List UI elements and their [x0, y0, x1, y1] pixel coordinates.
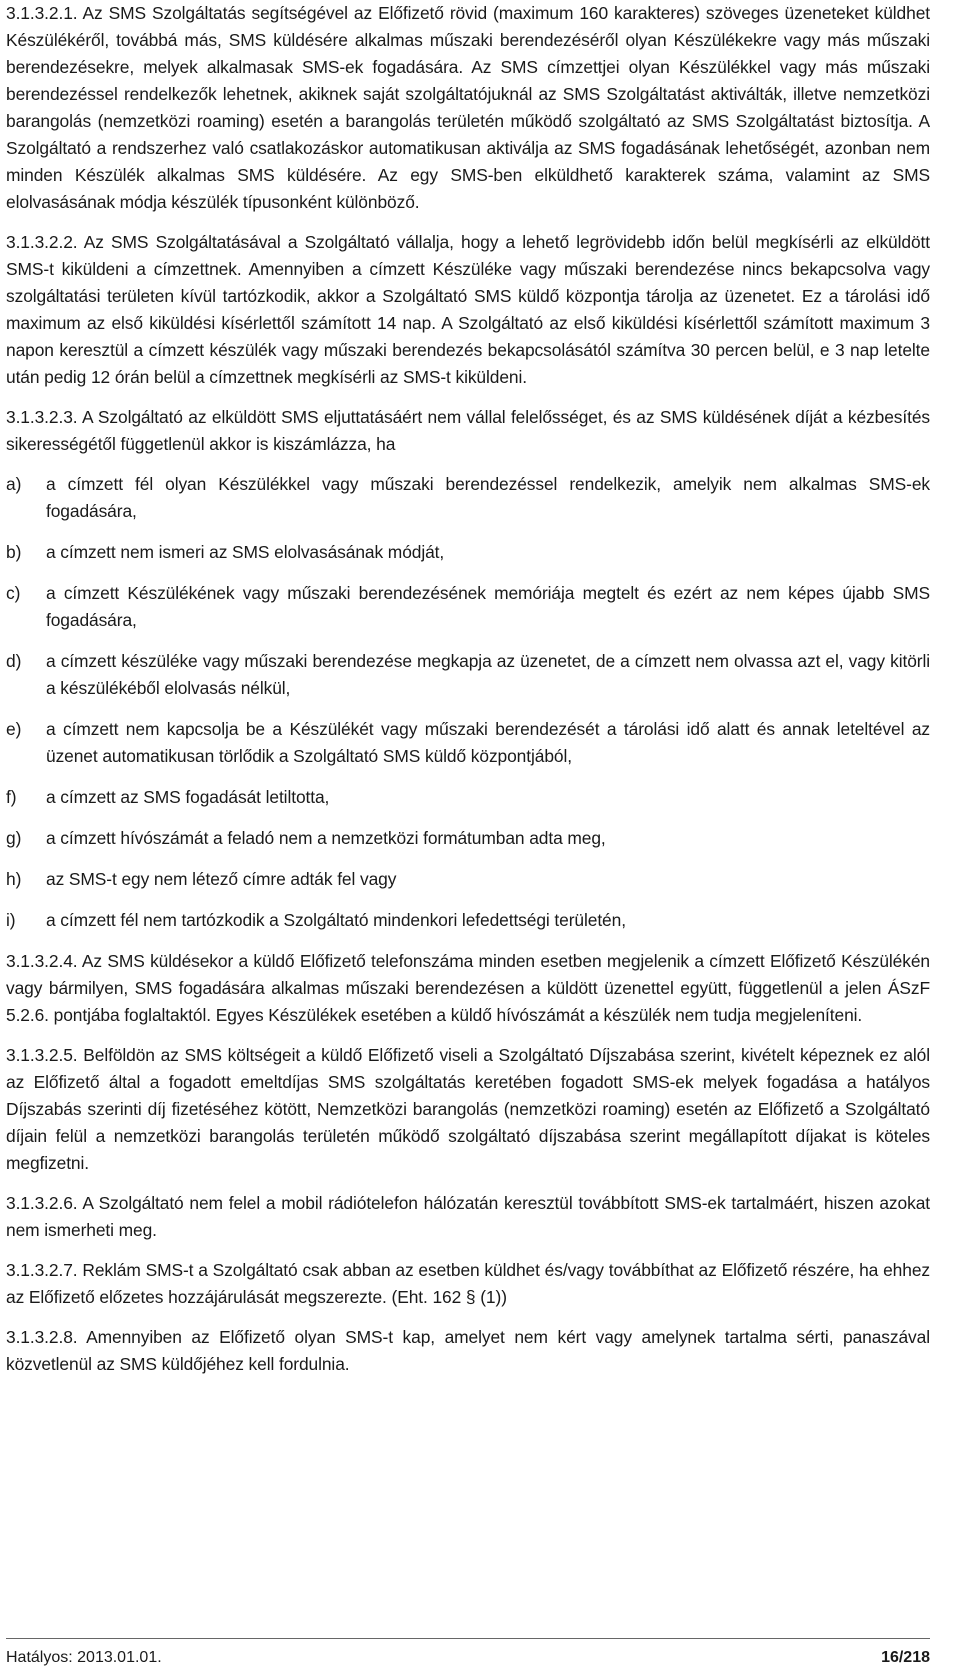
paragraph-3-1-3-2-5: 3.1.3.2.5. Belföldön az SMS költségeit a küldő Előfizető viseli a Szolgáltató Díjszabása szerint, kivételt képeznek ez alól az Előfizető által a fogadott emeltdíjas SMS szolgáltatás keretében fogadott SMS-ek melyek fogadása a hatályos Díjszabás szerinti díj fizetéséhez kötött, Nemzetközi barangolás (nemzetközi roaming) esetén az Előfizető a Szolgáltató díjain felül a nemzetközi barangolás területén működő szolgáltató díjszabása szerint megállapított díjakat is köteles megfizetni.: [6, 1045, 930, 1173]
condition-list: [6, 471, 930, 934]
footer-divider: [6, 1638, 930, 1639]
list-item: [6, 866, 930, 893]
list-item: [6, 539, 930, 566]
list-item: [6, 471, 930, 525]
list-item-label: d): [6, 651, 22, 671]
list-item-text: a címzett hívószámát a feladó nem a nemzetközi formátumban adta meg,: [46, 828, 606, 848]
list-item-label: i): [6, 910, 16, 930]
paragraph-3-1-3-2-4: 3.1.3.2.4. Az SMS küldésekor a küldő Előfizető telefonszáma minden esetben megjelenik a címzett Előfizető Készülékén vagy bármilyen, SMS fogadására alkalmas műszaki berendezésen a küldött üzenettel együtt, függetlenül a jelen ÁSzF 5.2.6. pontjába foglaltaktól. Egyes Készülékek esetében a küldő hívószámát a készülék nem tudja megjeleníteni.: [6, 951, 930, 1025]
list-item-text: az SMS-t egy nem létező címre adták fel vagy: [46, 869, 397, 889]
list-item-text: a címzett nem ismeri az SMS elolvasásának módját,: [46, 542, 445, 562]
list-item-label: a): [6, 474, 22, 494]
list-item-text: a címzett Készülékének vagy műszaki berendezésének memóriája megtelt és ezért az nem képes újabb SMS fogadására,: [46, 583, 930, 630]
list-item-label: e): [6, 719, 22, 739]
list-item-text: a címzett az SMS fogadását letiltotta,: [46, 787, 330, 807]
paragraph-3-1-3-2-6: 3.1.3.2.6. A Szolgáltató nem felel a mobil rádiótelefon hálózatán keresztül továbbított SMS-ek tartalmáért, hiszen azokat nem ismerheti meg.: [6, 1193, 930, 1240]
list-item: [6, 580, 930, 634]
list-item: [6, 648, 930, 702]
list-item-text: a címzett fél olyan Készülékkel vagy műszaki berendezéssel rendelkezik, amelyik nem alkalmas SMS-ek fogadására,: [46, 474, 930, 521]
paragraph-3-1-3-2-7: 3.1.3.2.7. Reklám SMS-t a Szolgáltató csak abban az esetben küldhet és/vagy továbbíthat az Előfizető részére, ha ehhez az Előfizető előzetes hozzájárulását megszerezte. (Eht. 162 § (1)): [6, 1260, 930, 1307]
paragraph-3-1-3-2-1: 3.1.3.2.1. Az SMS Szolgáltatás segítségével az Előfizető rövid (maximum 160 karakteres) szöveges üzeneteket küldhet Készülékéről, továbbá más, SMS küldésére alkalmas műszaki berendezéséről olyan Készülékekre vagy más műszaki berendezésekre, melyek alkalmasak SMS-ek fogadására. Az SMS címzettjei olyan Készülékkel vagy más műszaki berendezéssel rendelkezők lehetnek, akiknek saját szolgáltatójuknál az SMS Szolgáltatást aktiválták, illetve nemzetközi barangolás (nemzetközi roaming) esetén a barangolás területén működő szolgáltató az SMS Szolgáltatást biztosítja. A Szolgáltató a rendszerhez való csatlakozáskor automatikusan aktiválja az SMS fogadásának lehetőségét, azonban nem minden Készülék alkalmas SMS küldésére. Az egy SMS-ben elküldhető karakterek száma, valamint az SMS elolvasásának módja készülék típusonként különböző.: [6, 3, 930, 212]
page-footer: [6, 1648, 930, 1668]
list-item: [6, 784, 930, 811]
paragraph-3-1-3-2-8: 3.1.3.2.8. Amennyiben az Előfizető olyan SMS-t kap, amelyet nem kért vagy amelynek tartalma sérti, panaszával közvetlenül az SMS küldőjéhez kell fordulnia.: [6, 1327, 930, 1374]
list-item-label: b): [6, 542, 22, 562]
list-item-label: f): [6, 787, 17, 807]
list-item: [6, 716, 930, 770]
list-item-text: a címzett készüléke vagy műszaki berendezése megkapja az üzenetet, de a címzett nem olvassa azt el, vagy kitörli a készülékéből elolvasás nélkül,: [46, 651, 930, 698]
document-body: [6, 0, 930, 1391]
list-item-label: g): [6, 828, 22, 848]
paragraph-3-1-3-2-2: 3.1.3.2.2. Az SMS Szolgáltatásával a Szolgáltató vállalja, hogy a lehető legrövidebb időn belül megkísérli az elküldött SMS-t kiküldeni a címzettnek. Amennyiben a címzett Készüléke vagy műszaki berendezése nincs bekapcsolva vagy szolgáltatási területen kívül tartózkodik, akkor a Szolgáltató SMS küldő központja tárolja az üzenetet. Ez a tárolási idő maximum az első kiküldési kísérlettől számított 14 nap. A Szolgáltató az első kiküldési kísérlettől számított maximum 3 napon keresztül a címzett készülék vagy műszaki berendezés bekapcsolásától számítva 30 percen belül, e 3 nap letelte után pedig 12 órán belül a címzettnek megkísérli az SMS-t kiküldeni.: [6, 232, 930, 387]
list-item-label: h): [6, 869, 22, 889]
list-item-text: a címzett fél nem tartózkodik a Szolgáltató mindenkori lefedettségi területén,: [46, 910, 626, 930]
list-item-label: c): [6, 583, 21, 603]
list-item: [6, 907, 930, 934]
list-item: [6, 825, 930, 852]
page-number: 16/218: [881, 1649, 930, 1666]
paragraph-3-1-3-2-3: 3.1.3.2.3. A Szolgáltató az elküldött SMS eljuttatásáért nem vállal felelősséget, és az SMS küldésének díját a kézbesítés sikerességétől függetlenül akkor is kiszámlázza, ha: [6, 407, 930, 454]
list-item-text: a címzett nem kapcsolja be a Készülékét vagy műszaki berendezését a tárolási idő alatt és annak leteltével az üzenet automatikusan törlődik a Szolgáltató SMS küldő központjából,: [46, 719, 930, 766]
effective-date: Hatályos: 2013.01.01.: [6, 1649, 162, 1666]
